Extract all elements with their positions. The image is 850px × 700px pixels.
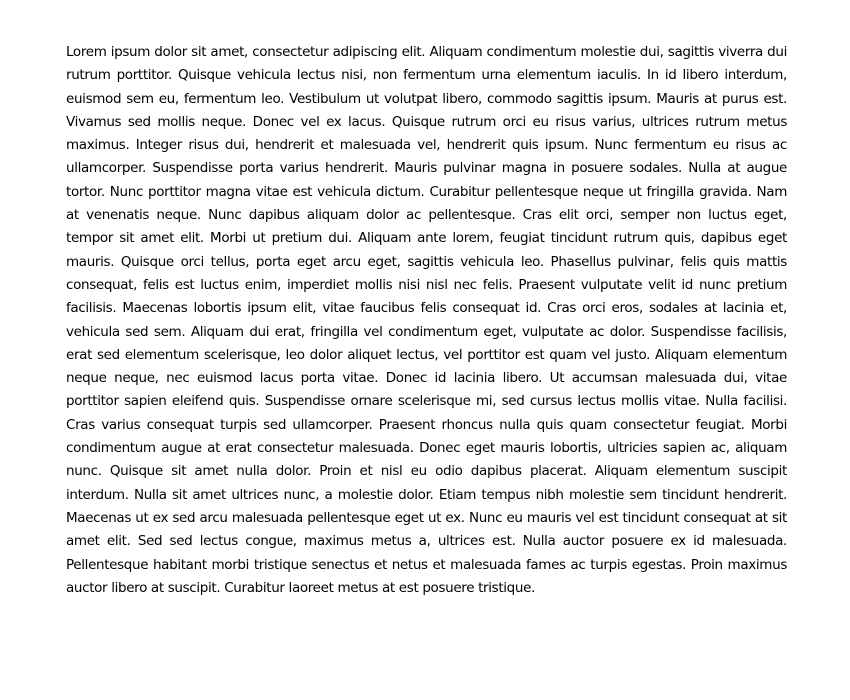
body-paragraph: Lorem ipsum dolor sit amet, consectetur adipiscing elit. Aliquam condimentum molestie dui, sagittis viverra dui rutrum porttitor. Quisque vehicula lectus nisi, non fermentum urna elementum iaculis. In id libero interdum, euismod sem eu, fermentum leo. Vestibulum ut volutpat libero, commodo sagittis ipsum. Mauris at purus est. Vivamus sed mollis neque. Donec vel ex lacus. Quisque rutrum orci eu risus varius, ultrices rutrum metus maximus. Integer risus dui, hendrerit et malesuada vel, hendrerit quis ipsum. Nunc fermentum eu risus ac ullamcorper. Suspendisse porta varius hendrerit. Mauris pulvinar magna in posuere sodales. Nulla at augue tortor. Nunc porttitor magna vitae est vehicula dictum. Curabitur pellentesque neque ut fringilla gravida. Nam at venenatis neque. Nunc dapibus aliquam dolor ac pellentesque. Cras elit orci, semper non luctus eget, tempor sit amet elit. Morbi ut pretium dui. Aliquam ante lorem, feugiat tincidunt rutrum quis, dapibus eget mauris. Quisque orci tellus, porta eget arcu eget, sagittis vehicula leo. Phasellus pulvinar, felis quis mattis consequat, felis est luctus enim, imperdiet mollis nisi nisl nec felis. Praesent vulputate velit id nunc pretium facilisis. Maecenas lobortis ipsum elit, vitae faucibus felis consequat id. Cras orci eros, sodales at lacinia et, vehicula sed sem. Aliquam dui erat, fringilla vel condimentum eget, vulputate ac dolor. Suspendisse facilisis, erat sed elementum scelerisque, leo dolor aliquet lectus, vel porttitor est quam vel justo. Aliquam elementum neque neque, nec euismod lacus porta vitae. Donec id lacinia libero. Ut accumsan malesuada dui, vitae porttitor sapien eleifend quis. Suspendisse ornare scelerisque mi, sed cursus lectus mollis vitae. Nulla facilisi. Cras varius consequat turpis sed ullamcorper. Praesent rhoncus nulla quis quam consectetur feugiat. Morbi condimentum augue at erat consectetur malesuada. Donec eget mauris lobortis, ultricies sapien ac, aliquam nunc. Quisque sit amet nulla dolor. Proin et nisl eu odio dapibus placerat. Aliquam elementum suscipit interdum. Nulla sit amet ultrices nunc, a molestie dolor. Etiam tempus nibh molestie sem tincidunt hendrerit. Maecenas ut ex sed arcu malesuada pellentesque eget ut ex. Nunc eu mauris vel est tincidunt consequat at sit amet elit. Sed sed lectus congue, maximus metus a, ultrices est. Nulla auctor posuere ex id malesuada. Pellentesque habitant morbi tristique senectus et netus et malesuada fames ac turpis egestas. Proin maximus auctor libero at suscipit. Curabitur laoreet metus at est posuere tristique.	[66, 44, 787, 596]
